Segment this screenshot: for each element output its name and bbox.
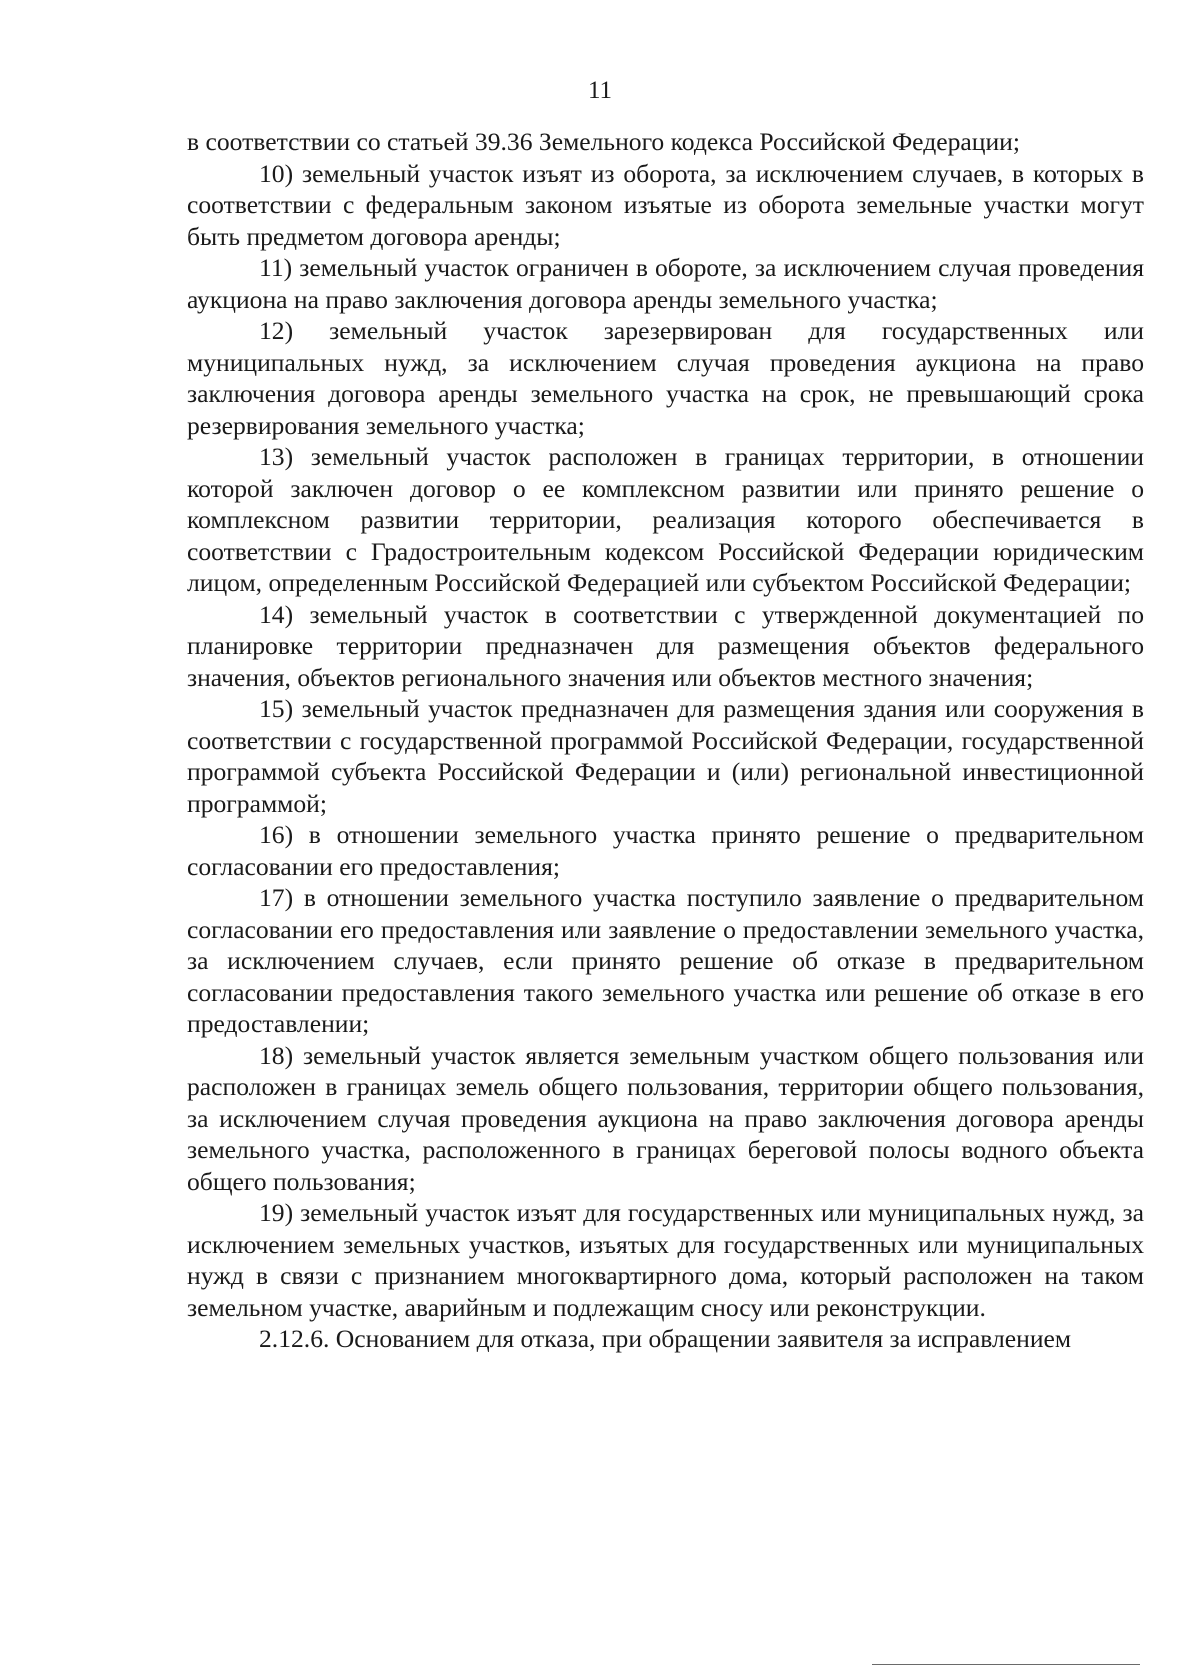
- paragraph-item-10: 10) земельный участок изъят из оборота, за исключением случаев, в которых в соответствии с федеральным законом изъятые из оборота земельные участки могут быть предметом договора аренды;: [187, 158, 1144, 251]
- paragraph-section-2-12-6: 2.12.6. Основанием для отказа, при обращении заявителя за исправлением: [259, 1324, 1072, 1353]
- paragraph-continuation: в соответствии со статьей 39.36 Земельного кодекса Российской Федерации;: [187, 127, 1020, 156]
- paragraph-item-19: 19) земельный участок изъят для государственных или муниципальных нужд, за исключением земельных участков, изъятых для государственных или муниципальных нужд в связи с признанием многоквартирного дома, который расположен на таком земельном участке, аварийным и подлежащим сносу или реконструкции.: [187, 1198, 1144, 1322]
- paragraph-item-18: 18) земельный участок является земельным участком общего пользования или расположен в границах земель общего пользования, территории общего пользования, за исключением случая проведения аукциона на право заключения договора аренды земельного участка, расположенного в границах береговой полосы водного объекта общего пользования;: [187, 1040, 1144, 1196]
- document-body: [187, 126, 1144, 1355]
- page-number: 11: [587, 77, 613, 104]
- paragraph-item-12: 12) земельный участок зарезервирован для государственных или муниципальных нужд, за исключением случая проведения аукциона на право заключения договора аренды земельного участка на срок, не превышающий срока резервирования земельного участка;: [187, 316, 1144, 440]
- paragraph-item-14: 14) земельный участок в соответствии с утвержденной документацией по планировке территории предназначен для размещения объектов федерального значения, объектов регионального значения или объектов местного значения;: [187, 599, 1144, 692]
- paragraph-item-17: 17) в отношении земельного участка поступило заявление о предварительном согласовании его предоставления или заявление о предоставлении земельного участка, за исключением случаев, если принято решение об отказе в предварительном согласовании предоставления такого земельного участка или решение об отказе в его предоставлении;: [187, 883, 1144, 1038]
- paragraph-item-15: 15) земельный участок предназначен для размещения здания или сооружения в соответствии с государственной программой Российской Федерации, государственной программой субъекта Российской Федерации и (или) региональной инвестиционной программой;: [187, 694, 1144, 818]
- footer-rule: [872, 1664, 1140, 1665]
- paragraph-item-13: 13) земельный участок расположен в границах территории, в отношении которой заключен договор о ее комплексном развитии или принято решение о комплексном развитии территории, реализация которого обеспечивается в соответствии с Градостроительным кодексом Российской Федерации юридическим лицом, определенным Российской Федерацией или субъектом Российской Федерации;: [187, 442, 1144, 597]
- paragraph-item-11: 11) земельный участок ограничен в обороте, за исключением случая проведения аукциона на право заключения договора аренды земельного участка;: [187, 253, 1144, 314]
- paragraph-item-16: 16) в отношении земельного участка принято решение о предварительном согласовании его предоставления;: [187, 820, 1144, 881]
